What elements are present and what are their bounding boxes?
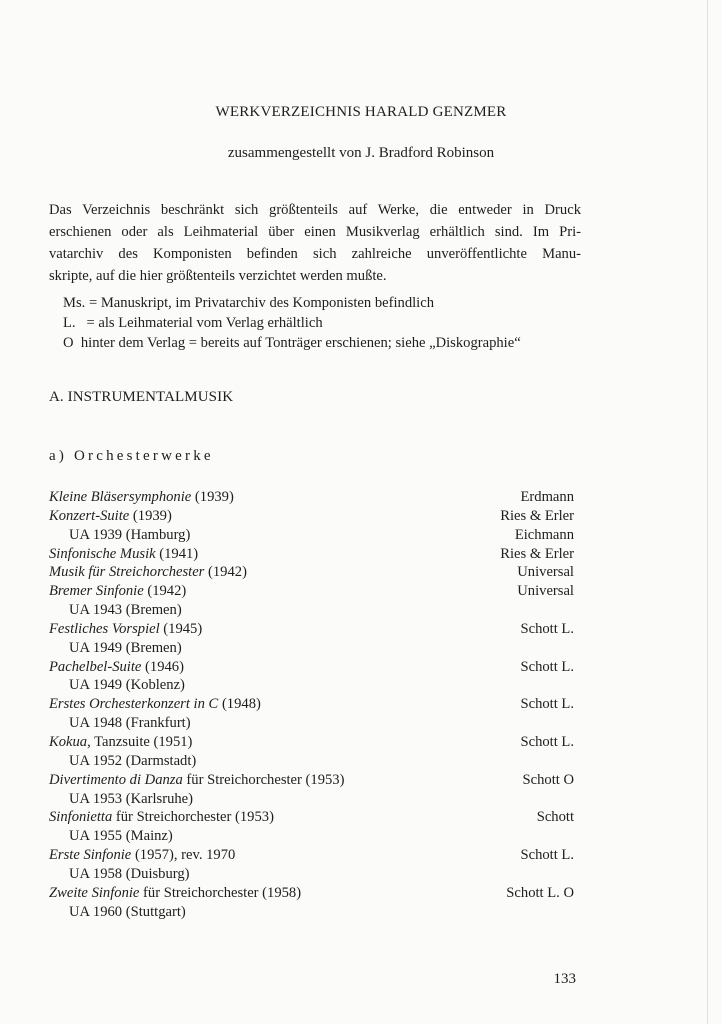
premiere-line	[49, 714, 574, 733]
work-text	[49, 846, 235, 865]
work-details: für Streichorchester (1958)	[139, 884, 302, 901]
work-title: Zweite Sinfonie	[49, 884, 140, 901]
work-title: Festliches Vorspiel	[49, 620, 160, 637]
work-text	[49, 582, 186, 601]
premiere-text: UA 1960 (Stuttgart)	[69, 903, 186, 920]
intro-line: vatarchiv des Komponisten befinden sich zahlreiche unveröffentlichte Manu-	[49, 246, 581, 262]
work-entry	[49, 620, 574, 639]
premiere-line	[49, 865, 574, 884]
work-details: (1939)	[129, 507, 172, 524]
work-entry	[49, 563, 574, 582]
work-details: (1957), rev. 1970	[131, 847, 236, 864]
intro-paragraph	[49, 199, 581, 287]
publisher: Eichmann	[514, 526, 574, 543]
work-text	[49, 771, 344, 790]
work-title: Pachelbel-Suite	[49, 658, 142, 675]
works-list	[49, 488, 574, 921]
intro-line: erschienen oder als Leihmaterial über einen Musikverlag erhältlich sind. Im Pri-	[49, 224, 581, 240]
publisher: Schott L.	[520, 847, 574, 864]
publisher: Universal	[517, 564, 574, 581]
premiere-text: UA 1958 (Duisburg)	[69, 865, 190, 882]
work-entry	[49, 545, 574, 564]
work-title: Konzert-Suite	[49, 507, 130, 524]
premiere-line	[49, 639, 574, 658]
premiere-text: UA 1943 (Bremen)	[69, 602, 182, 619]
work-details: (1946)	[141, 658, 184, 675]
premiere-line	[49, 601, 574, 620]
page-number: 133	[553, 971, 576, 987]
work-text	[49, 884, 301, 903]
work-details: (1942)	[204, 564, 247, 581]
page-title: WERKVERZEICHNIS HARALD GENZMER	[215, 104, 507, 120]
publisher: Schott L.	[520, 696, 574, 713]
work-details: (1939)	[191, 489, 234, 505]
premiere-text: UA 1939 (Hamburg)	[69, 526, 191, 543]
work-details: (1941)	[155, 545, 199, 562]
work-entry	[49, 488, 574, 507]
work-text	[49, 658, 184, 677]
intro-line: Das Verzeichnis beschränkt sich größtenteils auf Werke, die entweder in Druck	[49, 202, 581, 218]
abbreviation-list	[63, 293, 603, 353]
premiere-text: UA 1949 (Koblenz)	[69, 677, 185, 694]
work-details: Tanzsuite (1951)	[90, 733, 193, 750]
premiere-text: UA 1949 (Bremen)	[69, 639, 182, 656]
work-title: Sinfonietta	[49, 809, 113, 826]
subsection-heading: a) Orchesterwerke	[49, 448, 214, 464]
work-text	[49, 488, 234, 507]
work-details: (1942)	[143, 583, 187, 600]
work-entry	[49, 695, 574, 714]
publisher: Schott O	[522, 771, 574, 788]
abbreviation-item: O hinter dem Verlag = bereits auf Tonträger erschienen; siehe „Diskographie“	[63, 335, 521, 351]
premiere-line	[49, 827, 574, 846]
work-title: Divertimento di Danza	[49, 771, 183, 788]
work-title: Sinfonische Musik	[49, 545, 156, 562]
page-subtitle: zusammengestellt von J. Bradford Robinson	[227, 145, 495, 161]
premiere-text: UA 1955 (Mainz)	[69, 828, 173, 845]
section-heading: A. INSTRUMENTALMUSIK	[49, 389, 234, 405]
publisher: Schott	[536, 809, 574, 826]
publisher: Ries & Erler	[500, 545, 574, 562]
work-details: (1948)	[218, 696, 261, 713]
premiere-line	[49, 903, 574, 922]
premiere-text: UA 1953 (Karlsruhe)	[69, 790, 194, 807]
publisher: Schott L.	[520, 658, 574, 675]
work-text	[49, 507, 172, 526]
publisher: Schott L.	[520, 620, 574, 637]
work-text	[49, 620, 202, 639]
work-entry	[49, 771, 574, 790]
premiere-line	[49, 526, 574, 545]
intro-line: skripte, auf die hier größtenteils verzichtet werden mußte.	[49, 268, 387, 284]
premiere-text: UA 1948 (Frankfurt)	[69, 715, 191, 732]
work-text	[49, 733, 192, 752]
work-entry	[49, 733, 574, 752]
publisher: Schott L.	[520, 733, 574, 750]
premiere-line	[49, 790, 574, 809]
work-title: Bremer Sinfonie	[49, 583, 144, 600]
work-entry	[49, 846, 574, 865]
publisher: Schott L. O	[506, 884, 574, 901]
publisher: Ries & Erler	[500, 507, 574, 524]
publisher: Universal	[517, 583, 574, 600]
work-title: Musik für Streichorchester	[49, 564, 205, 581]
work-entry	[49, 884, 574, 903]
work-entry	[49, 808, 574, 827]
work-text	[49, 545, 198, 564]
work-text	[49, 695, 261, 714]
work-title: Erstes Orchesterkonzert in C	[49, 696, 219, 713]
work-text	[49, 563, 247, 582]
work-details: (1945)	[159, 620, 203, 637]
premiere-text: UA 1952 (Darmstadt)	[69, 752, 197, 769]
work-entry	[49, 582, 574, 601]
work-details: für Streichorchester (1953)	[112, 809, 274, 826]
work-title: Erste Sinfonie	[49, 847, 132, 864]
work-title: Kokua,	[49, 733, 91, 750]
premiere-line	[49, 752, 574, 771]
work-text	[49, 808, 274, 827]
publisher: Erdmann	[520, 489, 574, 505]
work-entry	[49, 658, 574, 677]
work-entry	[49, 507, 574, 526]
abbreviation-item: Ms. = Manuskript, im Privatarchiv des Komponisten befindlich	[63, 295, 435, 311]
abbreviation-item: L. = als Leihmaterial vom Verlag erhältlich	[63, 315, 323, 331]
work-details: für Streichorchester (1953)	[182, 771, 345, 788]
work-title: Kleine Bläsersymphonie	[49, 489, 192, 505]
premiere-line	[49, 676, 574, 695]
